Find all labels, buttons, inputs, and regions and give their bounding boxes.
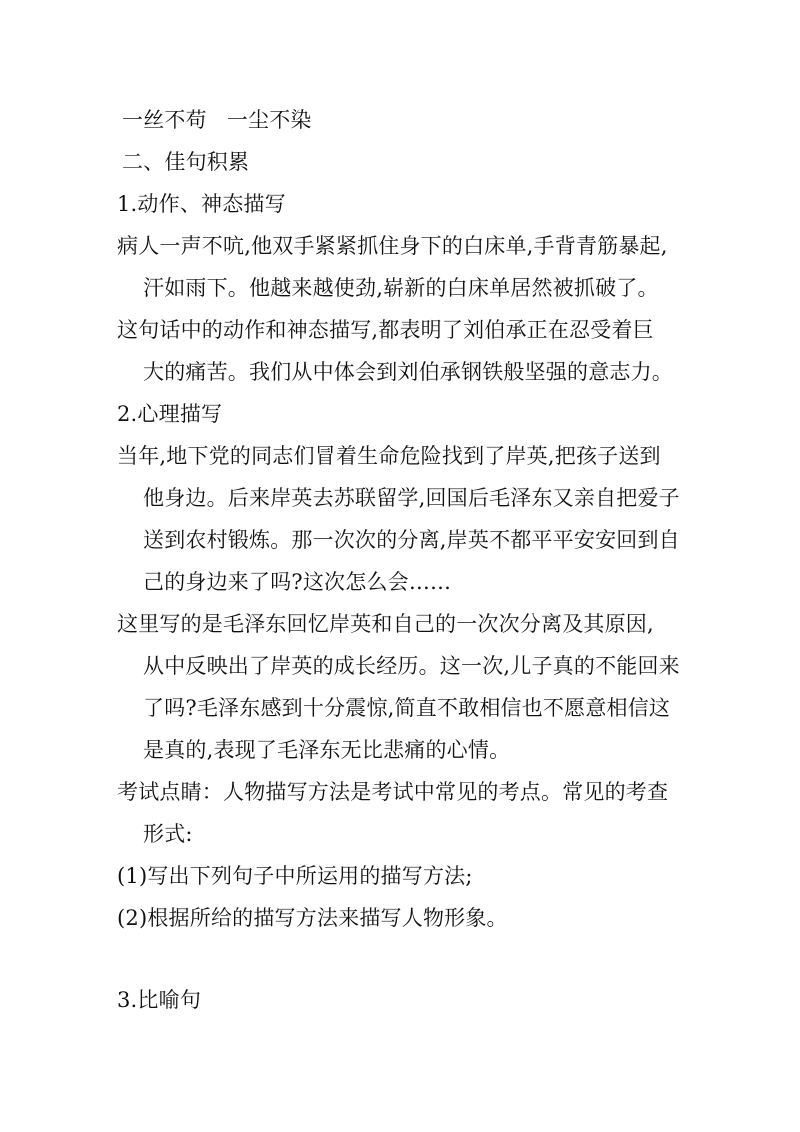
paragraph-line: 从中反映出了岸英的成长经历。这一次,儿子真的不能回来	[143, 654, 680, 678]
paragraph-line: 了吗?毛泽东感到十分震惊,简直不敢相信也不愿意相信这	[143, 696, 671, 720]
section-title: 二、佳句积累	[122, 150, 250, 174]
paragraph-line: 这句话中的动作和神态描写,都表明了刘伯承正在忍受着巨	[117, 318, 654, 342]
exam-tip-line: 形式:	[143, 822, 193, 846]
idiom-left: 一丝不苟	[122, 108, 207, 132]
idiom-right: 一尘不染	[226, 108, 312, 132]
exam-tip-item-2: (2)根据所给的描写方法来描写人物形象。	[117, 906, 508, 930]
paragraph-line: 他身边。后来岸英去苏联留学,回国后毛泽东又亲自把爱子	[143, 486, 680, 510]
paragraph-line: 己的身边来了吗?这次怎么会……	[143, 570, 452, 594]
idiom-line	[122, 106, 312, 134]
subsection-title-psychology: 2.心理描写	[117, 402, 223, 426]
exam-tip-line: 考试点睛：人物描写方法是考试中常见的考点。常见的考查	[117, 780, 669, 804]
paragraph-line: 是真的,表现了毛泽东无比悲痛的心情。	[143, 738, 511, 762]
paragraph-line: 送到农村锻炼。那一次次的分离,岸英不都平平安安回到自	[143, 528, 680, 552]
subsection-title-action: 1.动作、神态描写	[117, 192, 286, 216]
paragraph-line: 大的痛苦。我们从中体会到刘伯承钢铁般坚强的意志力。	[143, 360, 673, 384]
exam-tip-item-1: (1)写出下列句子中所运用的描写方法;	[117, 864, 473, 888]
paragraph-line: 汗如雨下。他越来越使劲,崭新的白床单居然被抓破了。	[143, 276, 659, 300]
paragraph-line: 病人一声不吭,他双手紧紧抓住身下的白床单,手背青筋暴起,	[117, 234, 668, 258]
paragraph-line: 这里写的是毛泽东回忆岸英和自己的一次次分离及其原因,	[117, 612, 654, 636]
subsection-title-metaphor: 3.比喻句	[117, 988, 202, 1012]
paragraph-line: 当年,地下党的同志们冒着生命危险找到了岸英,把孩子送到	[117, 444, 661, 468]
